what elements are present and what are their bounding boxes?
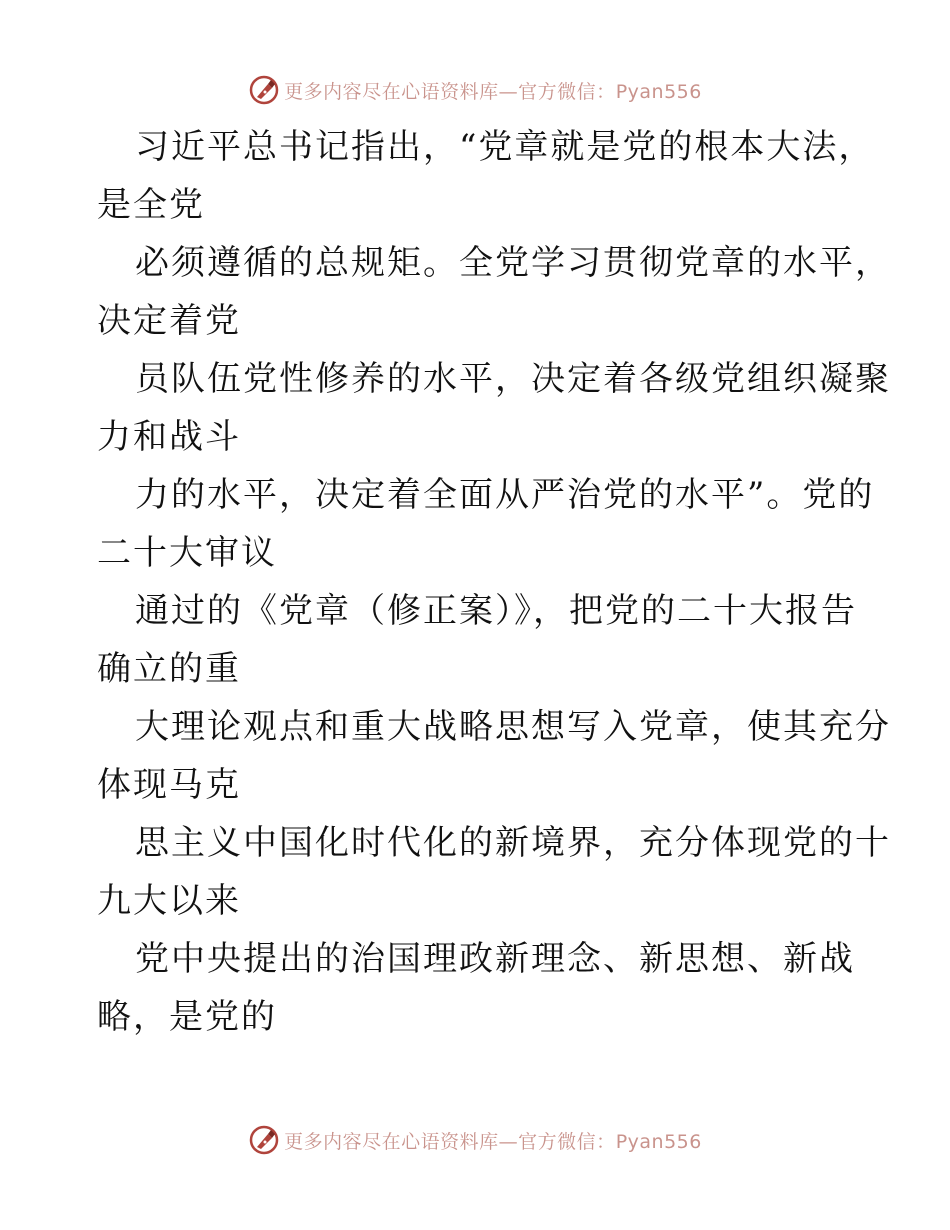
body-line: 是全党 [97, 185, 205, 225]
footer-banner-title: 更多内容尽在心语资料库 [284, 1130, 499, 1153]
body-line: 二十大审议 [97, 533, 277, 573]
header-banner-text [284, 77, 702, 104]
body-line: 九大以来 [97, 881, 241, 921]
body-line: 习近平总书记指出，“党章就是党的根本大法， [135, 127, 875, 167]
header-banner-dash: — [498, 80, 519, 103]
footer-wechat-label: 官方微信： [518, 1130, 616, 1153]
body-line: 体现马克 [97, 765, 241, 805]
body-line: 确立的重 [97, 649, 241, 689]
body-line: 决定着党 [97, 301, 241, 341]
body-line: 通过的《党章（修正案）》，把党的二十大报告 [135, 591, 857, 631]
header-wechat-label: 官方微信： [518, 80, 616, 103]
document-body [97, 118, 891, 1046]
header-banner [0, 70, 950, 110]
body-line: 思主义中国化时代化的新境界，充分体现党的十 [135, 823, 891, 863]
body-line: 大理论观点和重大战略思想写入党章，使其充分 [135, 707, 891, 747]
body-line: 略，是党的 [97, 997, 277, 1037]
body-line: 必须遵循的总规矩。全党学习贯彻党章的水平， [135, 243, 891, 283]
header-wechat-id: Pyan556 [615, 80, 702, 103]
header-banner-title: 更多内容尽在心语资料库 [284, 80, 499, 103]
pen-nib-circle-logo-icon [248, 1124, 280, 1156]
body-line: 力的水平，决定着全面从严治党的水平”。党的 [135, 475, 875, 515]
body-line: 党中央提出的治国理政新理念、新思想、新战 [135, 939, 855, 979]
footer-banner [0, 1120, 950, 1160]
pen-nib-circle-logo-icon [248, 74, 280, 106]
footer-banner-dash: — [498, 1130, 519, 1153]
body-line: 员队伍党性修养的水平，决定着各级党组织凝聚 [135, 359, 891, 399]
body-line: 力和战斗 [97, 417, 241, 457]
footer-banner-text [284, 1127, 702, 1154]
footer-wechat-id: Pyan556 [615, 1130, 702, 1153]
